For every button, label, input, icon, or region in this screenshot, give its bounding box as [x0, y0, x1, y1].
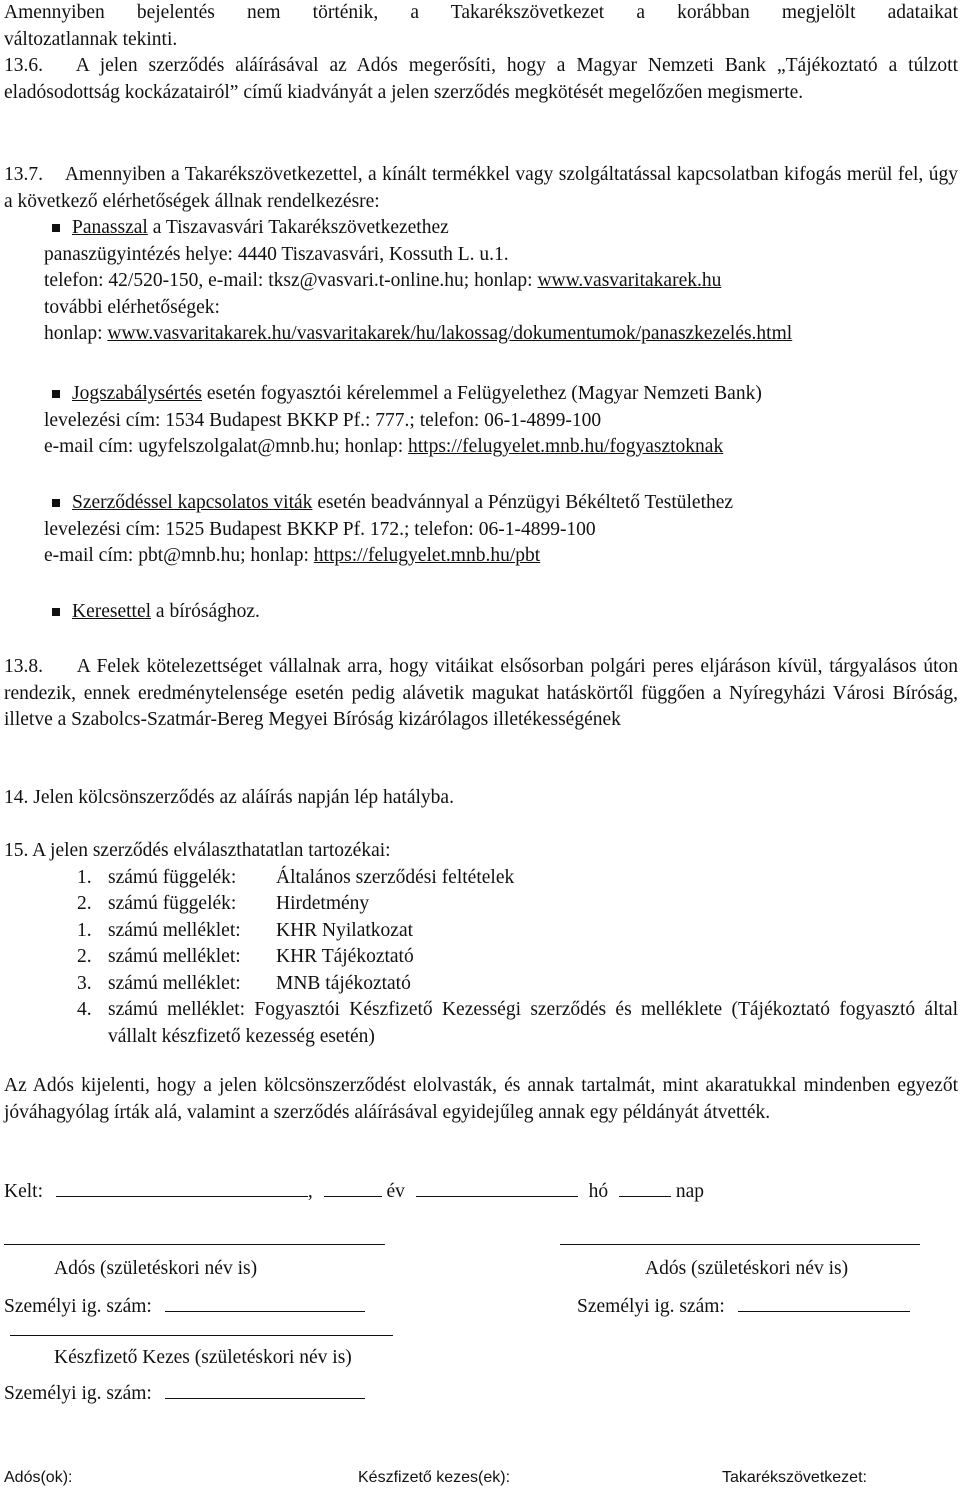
debtor-2-signature-line[interactable]	[560, 1244, 920, 1245]
debtor-1-id-field[interactable]	[165, 1291, 365, 1312]
more-contacts-label: további elérhetőségek:	[44, 296, 220, 318]
bank-website-link[interactable]: www.vasvaritakarek.hu	[537, 270, 722, 291]
section-15-title: 15. A jelen szerződés elválaszthatatlan tartozékai:	[4, 840, 391, 861]
complaint-address: panaszügyintézés helye: 4440 Tiszavasvári, Kossuth L. u.1.	[44, 243, 509, 265]
debtor-2-id	[577, 1291, 910, 1321]
section-13-8-text: A Felek kötelezettséget vállalnak arra, hogy vitáikat elsősorban polgári peres eljáráson kívül, tárgyalásos úton rendezik, ennek eredménytelensége esetén pedig alávetik magukat hatáskörtől függően a Nyíregyházi Városi Bíróság, illetve a Szabolcs-Szatmár-Bereg Megyei Bíróság kizárólagos illetékességének	[4, 656, 959, 730]
footer-bank: Takarékszövetkezet:	[722, 1469, 867, 1486]
section-13-5-line-2: változatlannak tekinti.	[4, 28, 178, 50]
attachment-item: 3. számú melléklet: MNB tájékoztató	[77, 972, 411, 994]
month-field[interactable]	[416, 1176, 578, 1197]
mnb-consumer-link[interactable]: https://felugyelet.mnb.hu/fogyasztoknak	[408, 436, 724, 457]
court-item	[4, 599, 958, 626]
supervisory-item-text: esetén fogyasztói kérelemmel a Felügyelethez (Magyar Nemzeti Bank)	[201, 383, 762, 404]
section-13-6	[4, 53, 958, 106]
complaint-item-text: a Tiszavasvári Takarékszövetkezethez	[147, 217, 449, 238]
bullet-icon	[52, 390, 60, 398]
section-13-8	[4, 654, 958, 734]
arbitration-item-text: esetén beadvánnyal a Pénzügyi Békéltető Testülethez	[312, 492, 734, 513]
section-15	[4, 838, 958, 1050]
debtor-2-label: Adós (születéskori név is)	[645, 1258, 849, 1279]
section-13-7	[4, 162, 958, 348]
section-14: 14. Jelen kölcsönszerződés az aláírás napján lép hatályba.	[4, 787, 454, 808]
supervisory-item	[4, 381, 958, 461]
attachment-item: 1. számú függelék: Általános szerződési feltételek	[77, 866, 515, 888]
section-13-7-text: Amennyiben a Takarékszövetkezettel, a kínált termékkel vagy szolgáltatással kapcsolatban kifogás merül fel, úgy a következő elérhetőségek állnak rendelkezésre:	[4, 164, 959, 212]
debtor-2-id-field[interactable]	[738, 1291, 910, 1312]
arbitration-item-keyword: Szerződéssel kapcsolatos viták	[72, 492, 313, 513]
arbitration-item	[4, 490, 958, 570]
attachment-list	[4, 865, 958, 1051]
supervisory-contacts: e-mail cím: ugyfelszolgalat@mnb.hu; honlap: https://felugyelet.mnb.hu/fogyasztoknak	[44, 436, 724, 457]
place-field[interactable]	[56, 1176, 308, 1197]
arbitration-address: levelezési cím: 1525 Budapest BKKP Pf. 172.; telefon: 06-1-4899-100	[44, 518, 596, 540]
debtor-1-id	[4, 1291, 365, 1321]
section-13-8-number: 13.8.	[4, 656, 43, 677]
day-field[interactable]	[619, 1176, 671, 1197]
guarantor-id	[4, 1378, 365, 1408]
court-item-keyword: Keresettel	[72, 601, 152, 622]
arbitration-contacts: e-mail cím: pbt@mnb.hu; honlap: https://felugyelet.mnb.hu/pbt	[44, 545, 541, 566]
bullet-icon	[52, 499, 60, 507]
date-line: Kelt: , év hó nap	[4, 1176, 704, 1206]
supervisory-address: levelezési cím: 1534 Budapest BKKP Pf.: 777.; telefon: 06-1-4899-100	[44, 409, 602, 431]
debtor-1-label: Adós (születéskori név is)	[54, 1258, 258, 1279]
declaration: Az Adós kijelenti, hogy a jelen kölcsönszerződést elolvasták, és annak tartalmát, mint akaratukkal mindenben egyezőt jóváhagyólag írták alá, valamint a szerződés aláírásával egyidejűleg annak egy példányát átvették.	[4, 1075, 958, 1123]
complaint-page-line: honlap: www.vasvaritakarek.hu/vasvaritakarek/hu/lakossag/dokumentumok/panaszkezelés.html	[44, 323, 793, 344]
section-13-5-line-1: Amennyiben bejelentés nem történik, a Takarékszövetkezet a korábban megjelölt adataikat	[4, 2, 958, 23]
debtor-1-signature-line[interactable]	[4, 1244, 385, 1245]
attachment-item: 2. számú melléklet: KHR Tájékoztató	[77, 946, 414, 967]
complaint-item-keyword: Panasszal	[72, 217, 148, 238]
year-field[interactable]	[324, 1176, 382, 1197]
complaint-item	[4, 215, 958, 348]
section-13-5-continuation	[4, 0, 958, 53]
court-item-text: a bírósághoz.	[151, 601, 260, 622]
supervisory-item-keyword: Jogszabálysértés	[72, 383, 202, 404]
attachment-item-4: 4. számú melléklet: Fogyasztói Készfizető Kezességi szerződés és melléklete (Tájékoztató fogyasztó által vállalt készfizető kezesség esetén)	[77, 999, 958, 1047]
guarantor-label: Készfizető Kezes (születéskori név is)	[54, 1347, 352, 1368]
pbt-link[interactable]: https://felugyelet.mnb.hu/pbt	[313, 545, 541, 566]
id-label: Személyi ig. szám:	[4, 1383, 152, 1404]
attachment-item: 1. számú melléklet: KHR Nyilatkozat	[77, 919, 414, 941]
id-label: Személyi ig. szám:	[4, 1296, 152, 1317]
guarantor-signature-line[interactable]	[10, 1335, 393, 1336]
section-13-6-number: 13.6.	[4, 55, 43, 76]
complaint-page-link[interactable]: www.vasvaritakarek.hu/vasvaritakarek/hu/lakossag/dokumentumok/panaszkezelés.html	[107, 323, 793, 344]
bullet-icon	[52, 224, 60, 232]
footer-guarantors: Készfizető kezes(ek):	[358, 1469, 511, 1486]
footer-debtors: Adós(ok):	[4, 1469, 73, 1486]
section-13-7-number: 13.7.	[4, 164, 43, 185]
date-label: Kelt:	[4, 1181, 43, 1202]
guarantor-id-field[interactable]	[165, 1378, 365, 1399]
bullet-icon	[52, 608, 60, 616]
section-13-6-text: A jelen szerződés aláírásával az Adós megerősíti, hogy a Magyar Nemzeti Bank „Tájékoztató a túlzott eladósodottság kockázatairól” című kiadványát a jelen szerződés megkötését megelőzően megismerte.	[4, 55, 958, 103]
complaint-contacts: telefon: 42/520-150, e-mail: tksz@vasvari.t-online.hu; honlap: www.vasvaritakarek.hu	[44, 270, 722, 291]
id-label: Személyi ig. szám:	[577, 1296, 725, 1317]
attachment-item: 2. számú függelék: Hirdetmény	[77, 893, 370, 914]
